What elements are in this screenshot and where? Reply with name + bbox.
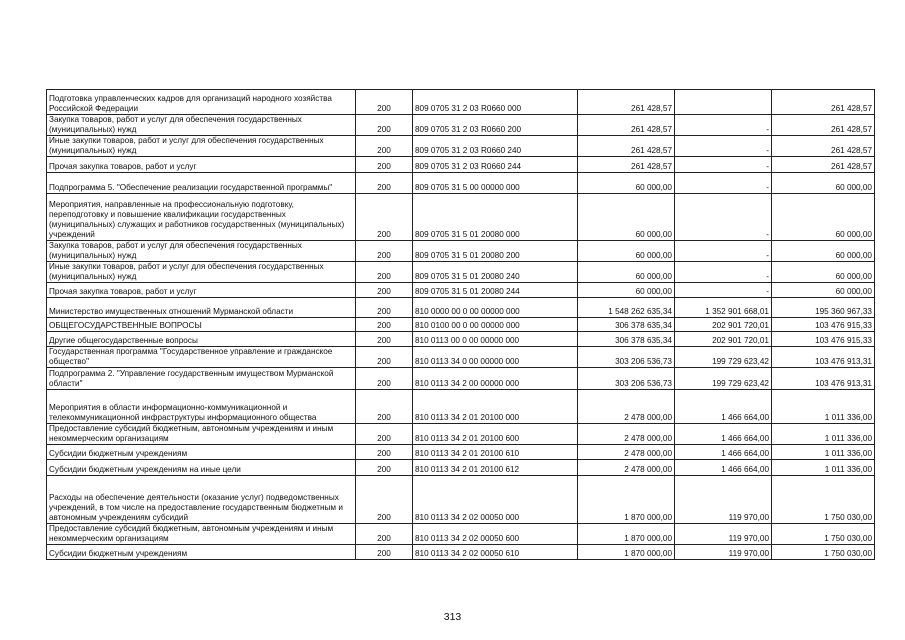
row-name-cell: Подготовка управленческих кадров для организаций народного хозяйства Российской Федерации: [47, 90, 356, 115]
row-kbk-cell: 809 0705 31 5 01 20080 000: [413, 194, 578, 241]
row-value-1-cell: 2 478 000,00: [578, 424, 675, 445]
row-kbk-cell: 809 0705 31 2 03 R0660 200: [413, 115, 578, 136]
row-value-3-cell: 1 750 030,00: [772, 524, 875, 545]
row-name-cell: Другие общегосударственные вопросы: [47, 332, 356, 347]
row-value-3-cell: 195 360 967,33: [772, 298, 875, 318]
row-value-3-cell: 261 428,57: [772, 136, 875, 157]
table-row: [47, 445, 875, 460]
row-value-1-cell: 1 870 000,00: [578, 524, 675, 545]
row-kbk-cell: 809 0705 31 5 01 20080 244: [413, 283, 578, 298]
table-row: [47, 262, 875, 283]
row-code-cell: 200: [356, 115, 413, 136]
row-value-3-cell: 261 428,57: [772, 157, 875, 173]
row-kbk-cell: 810 0000 00 0 00 00000 000: [413, 298, 578, 318]
row-name-cell: Субсидии бюджетным учреждениям: [47, 445, 356, 460]
row-value-2-cell: 1 466 664,00: [675, 390, 772, 424]
row-kbk-cell: 809 0705 31 5 01 20080 240: [413, 262, 578, 283]
budget-table: [46, 89, 875, 560]
row-kbk-cell: 810 0100 00 0 00 00000 000: [413, 318, 578, 332]
row-value-2-cell: -: [675, 136, 772, 157]
row-value-3-cell: 103 476 915,33: [772, 318, 875, 332]
row-value-3-cell: 60 000,00: [772, 173, 875, 194]
page-number: 313: [443, 611, 462, 623]
row-value-1-cell: 60 000,00: [578, 262, 675, 283]
row-value-2-cell: 1 466 664,00: [675, 424, 772, 445]
row-name-cell: Подпрограмма 5. "Обеспечение реализации государственной программы": [47, 173, 356, 194]
row-name-cell: Иные закупки товаров, работ и услуг для обеспечения государственных (муниципальных) нужд: [47, 262, 356, 283]
row-value-3-cell: 1 750 030,00: [772, 476, 875, 524]
row-kbk-cell: 809 0705 31 2 03 R0660 240: [413, 136, 578, 157]
table-row: [47, 115, 875, 136]
row-value-1-cell: 60 000,00: [578, 283, 675, 298]
row-code-cell: 200: [356, 347, 413, 368]
row-value-3-cell: 103 476 913,31: [772, 347, 875, 368]
row-kbk-cell: 809 0705 31 5 00 00000 000: [413, 173, 578, 194]
row-code-cell: 200: [356, 90, 413, 115]
table-row: [47, 173, 875, 194]
row-kbk-cell: 810 0113 34 2 01 20100 612: [413, 460, 578, 476]
row-code-cell: 200: [356, 318, 413, 332]
row-kbk-cell: 809 0705 31 2 03 R0660 000: [413, 90, 578, 115]
table-row: [47, 241, 875, 262]
row-value-2-cell: -: [675, 262, 772, 283]
row-value-1-cell: 1 870 000,00: [578, 545, 675, 560]
row-name-cell: Субсидии бюджетным учреждениям: [47, 545, 356, 560]
row-value-1-cell: 1 548 262 635,34: [578, 298, 675, 318]
table-row: [47, 157, 875, 173]
row-name-cell: Министерство имущественных отношений Мурманской области: [47, 298, 356, 318]
row-name-cell: Мероприятия в области информационно-коммуникационной и телекоммуникационной инфраструктуры информационного общества: [47, 390, 356, 424]
row-value-1-cell: 303 206 536,73: [578, 368, 675, 390]
row-code-cell: 200: [356, 262, 413, 283]
row-value-2-cell: 1 352 901 668,01: [675, 298, 772, 318]
row-code-cell: 200: [356, 545, 413, 560]
table-row: [47, 460, 875, 476]
row-value-1-cell: 2 478 000,00: [578, 460, 675, 476]
row-name-cell: ОБЩЕГОСУДАРСТВЕННЫЕ ВОПРОСЫ: [47, 318, 356, 332]
row-value-1-cell: 303 206 536,73: [578, 347, 675, 368]
row-value-2-cell: -: [675, 157, 772, 173]
row-name-cell: Государственная программа "Государственное управление и гражданское общество": [47, 347, 356, 368]
row-name-cell: Субсидии бюджетным учреждениям на иные цели: [47, 460, 356, 476]
row-value-1-cell: 2 478 000,00: [578, 390, 675, 424]
row-kbk-cell: 810 0113 34 2 01 20100 600: [413, 424, 578, 445]
row-code-cell: 200: [356, 173, 413, 194]
row-value-1-cell: 60 000,00: [578, 241, 675, 262]
row-value-3-cell: 261 428,57: [772, 115, 875, 136]
row-value-2-cell: -: [675, 283, 772, 298]
row-name-cell: Расходы на обеспечение деятельности (оказание услуг) подведомственных учреждений, в том числе на предоставление государственным бюджетным и автономным учреждениям субсидий: [47, 476, 356, 524]
table-row: [47, 90, 875, 115]
row-kbk-cell: 810 0113 34 2 02 00050 000: [413, 476, 578, 524]
row-value-2-cell: 119 970,00: [675, 476, 772, 524]
row-value-1-cell: 60 000,00: [578, 173, 675, 194]
row-name-cell: Предоставление субсидий бюджетным, автономным учреждениям и иным некоммерческим организациям: [47, 524, 356, 545]
row-code-cell: 200: [356, 241, 413, 262]
row-value-2-cell: -: [675, 241, 772, 262]
row-value-2-cell: 1 466 664,00: [675, 460, 772, 476]
table-row: [47, 476, 875, 524]
row-value-3-cell: 1 011 336,00: [772, 390, 875, 424]
row-code-cell: 200: [356, 332, 413, 347]
row-value-1-cell: 261 428,57: [578, 115, 675, 136]
table-row: [47, 136, 875, 157]
row-kbk-cell: 810 0113 34 2 02 00050 610: [413, 545, 578, 560]
row-value-1-cell: 2 478 000,00: [578, 445, 675, 460]
table-row: [47, 524, 875, 545]
row-value-3-cell: 60 000,00: [772, 194, 875, 241]
row-value-3-cell: 261 428,57: [772, 90, 875, 115]
row-value-2-cell: -: [675, 115, 772, 136]
row-value-2-cell: 199 729 623,42: [675, 368, 772, 390]
row-name-cell: Мероприятия, направленные на профессиональную подготовку, переподготовку и повышение квалификации государственных (муниципальных) служащих и работников государственных (муниципальных) учреждений: [47, 194, 356, 241]
row-value-3-cell: 1 750 030,00: [772, 545, 875, 560]
row-code-cell: 200: [356, 283, 413, 298]
row-value-3-cell: 103 476 915,33: [772, 332, 875, 347]
row-value-1-cell: 261 428,57: [578, 157, 675, 173]
table-row: [47, 390, 875, 424]
table-row: [47, 298, 875, 318]
row-value-2-cell: 199 729 623,42: [675, 347, 772, 368]
row-code-cell: 200: [356, 524, 413, 545]
row-name-cell: Иные закупки товаров, работ и услуг для обеспечения государственных (муниципальных) нужд: [47, 136, 356, 157]
row-name-cell: Закупка товаров, работ и услуг для обеспечения государственных (муниципальных) нужд: [47, 115, 356, 136]
row-value-2-cell: 1 466 664,00: [675, 445, 772, 460]
row-value-3-cell: 60 000,00: [772, 262, 875, 283]
row-value-2-cell: [675, 90, 772, 115]
row-value-3-cell: 103 476 913,31: [772, 368, 875, 390]
row-code-cell: 200: [356, 476, 413, 524]
row-code-cell: 200: [356, 194, 413, 241]
row-name-cell: Прочая закупка товаров, работ и услуг: [47, 283, 356, 298]
row-value-3-cell: 60 000,00: [772, 283, 875, 298]
row-name-cell: Закупка товаров, работ и услуг для обеспечения государственных (муниципальных) нужд: [47, 241, 356, 262]
row-value-1-cell: 1 870 000,00: [578, 476, 675, 524]
budget-table-body: [47, 90, 875, 560]
table-row: [47, 424, 875, 445]
row-kbk-cell: 810 0113 34 2 00 00000 000: [413, 368, 578, 390]
table-row: [47, 368, 875, 390]
table-row: [47, 194, 875, 241]
row-name-cell: Прочая закупка товаров, работ и услуг: [47, 157, 356, 173]
table-row: [47, 347, 875, 368]
row-code-cell: 200: [356, 368, 413, 390]
row-code-cell: 200: [356, 424, 413, 445]
row-value-2-cell: 202 901 720,01: [675, 318, 772, 332]
row-value-1-cell: 261 428,57: [578, 136, 675, 157]
row-code-cell: 200: [356, 390, 413, 424]
row-value-1-cell: 261 428,57: [578, 90, 675, 115]
row-value-1-cell: 306 378 635,34: [578, 332, 675, 347]
row-kbk-cell: 810 0113 34 0 00 00000 000: [413, 347, 578, 368]
table-row: [47, 545, 875, 560]
row-kbk-cell: 809 0705 31 2 03 R0660 244: [413, 157, 578, 173]
row-kbk-cell: 810 0113 00 0 00 00000 000: [413, 332, 578, 347]
row-value-3-cell: 1 011 336,00: [772, 460, 875, 476]
row-name-cell: Предоставление субсидий бюджетным, автономным учреждениям и иным некоммерческим организациям: [47, 424, 356, 445]
row-kbk-cell: 810 0113 34 2 01 20100 000: [413, 390, 578, 424]
row-value-3-cell: 60 000,00: [772, 241, 875, 262]
row-value-2-cell: 119 970,00: [675, 524, 772, 545]
row-code-cell: 200: [356, 445, 413, 460]
row-kbk-cell: 810 0113 34 2 01 20100 610: [413, 445, 578, 460]
row-name-cell: Подпрограмма 2. "Управление государственным имуществом Мурманской области": [47, 368, 356, 390]
table-row: [47, 283, 875, 298]
table-row: [47, 318, 875, 332]
row-value-3-cell: 1 011 336,00: [772, 424, 875, 445]
row-value-2-cell: 119 970,00: [675, 545, 772, 560]
row-kbk-cell: 810 0113 34 2 02 00050 600: [413, 524, 578, 545]
row-value-1-cell: 60 000,00: [578, 194, 675, 241]
row-value-2-cell: -: [675, 173, 772, 194]
table-row: [47, 332, 875, 347]
row-value-3-cell: 1 011 336,00: [772, 445, 875, 460]
row-value-2-cell: 202 901 720,01: [675, 332, 772, 347]
row-value-2-cell: -: [675, 194, 772, 241]
row-code-cell: 200: [356, 136, 413, 157]
row-code-cell: 200: [356, 298, 413, 318]
row-code-cell: 200: [356, 460, 413, 476]
row-code-cell: 200: [356, 157, 413, 173]
row-kbk-cell: 809 0705 31 5 01 20080 200: [413, 241, 578, 262]
row-value-1-cell: 306 378 635,34: [578, 318, 675, 332]
